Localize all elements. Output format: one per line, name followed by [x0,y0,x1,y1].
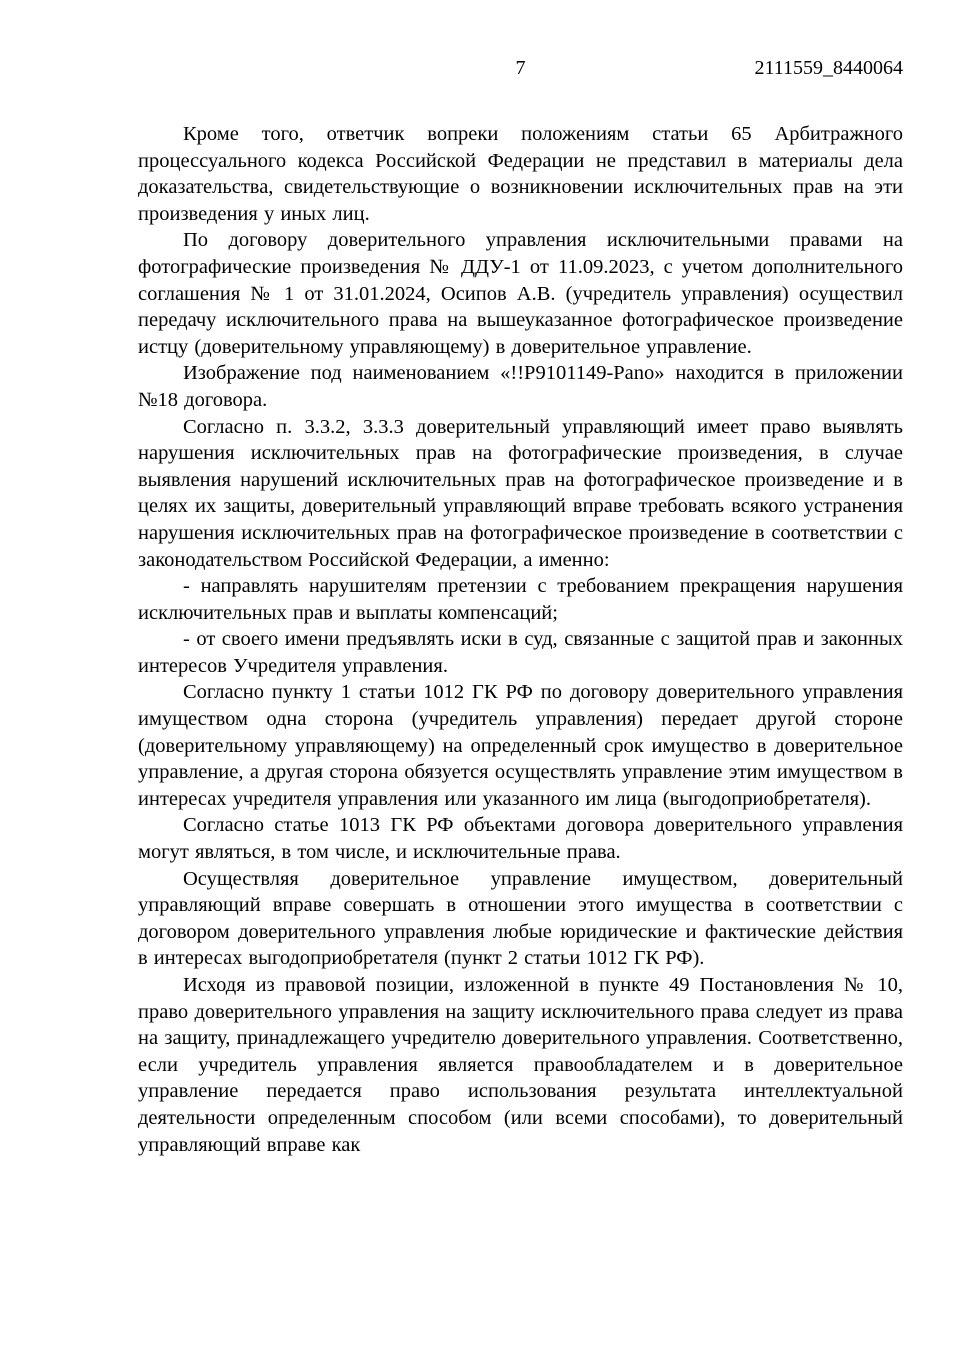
page-number: 7 [515,57,526,79]
paragraph-6-dash-item: - от своего имени предъявлять иски в суд, связанные с защитой прав и законных интересов Учредителя управления. [138,628,903,677]
paragraph-3: Изображение под наименованием «!!P9101149-Pano» находится в приложении №18 договора. [138,362,903,411]
paragraph-10: Исходя из правовой позиции, изложенной в пункте 49 Постановления № 10, право доверительного управления на защиту исключительного права следует из права на защиту, принадлежащего учредителю доверительного управления. Соответственно, если учредитель управления является правообладателем и в доверительное управление передается право использования результата интеллектуальной деятельности определенным способом (или всеми способами), то доверительный управляющий вправе как [138,974,903,1156]
document-id: 2111559_8440064 [754,57,903,79]
page-header [138,55,903,81]
paragraph-9: Осуществляя доверительное управление имуществом, доверительный управляющий вправе совершать в отношении этого имущества в соответствии с договором доверительного управления любые юридические и фактические действия в интересах выгодоприобретателя (пункт 2 статьи 1012 ГК РФ). [138,867,903,970]
paragraph-8: Согласно статье 1013 ГК РФ объектами договора доверительного управления могут являться, в том числе, и исключительные права. [138,814,903,864]
paragraph-5-dash-item: - направлять нарушителям претензии с требованием прекращения нарушения исключительных прав и выплаты компенсаций; [138,575,903,624]
paragraph-4: Согласно п. 3.3.2, 3.3.3 доверительный управляющий имеет право выявлять нарушения исключительных прав на фотографические произведения, в случае выявления нарушений исключительных прав на фотографическое произведение и в целях их защиты, доверительный управляющий вправе требовать всякого устранения нарушения исключительных прав на фотографическое произведение в соответствии с законодательством Российской Федерации, а именно: [138,415,903,571]
paragraph-2: По договору доверительного управления исключительными правами на фотографические произведения № ДДУ-1 от 11.09.2023, с учетом дополнительного соглашения № 1 от 31.01.2024, Осипов А.В. (учредитель управления) осуществил передачу исключительного права на вышеуказанное фотографическое произведение истцу (доверительному управляющему) в доверительное управление. [138,229,903,358]
paragraph-7: Согласно пункту 1 статьи 1012 ГК РФ по договору доверительного управления имуществом одна сторона (учредитель управления) передает другой стороне (доверительному управляющему) на определенный срок имущество в доверительное управление, а другая сторона обязуется осуществлять управление этим имуществом в интересах учредителя управления или указанного им лица (выгодоприобретателя). [138,681,903,810]
paragraph-1: Кроме того, ответчик вопреки положениям статьи 65 Арбитражного процессуального кодекса Российской Федерации не представил в материалы дела доказательства, свидетельствующие о возникновении исключительных прав на эти произведения у иных лиц. [138,123,903,225]
document-body [138,121,903,1158]
